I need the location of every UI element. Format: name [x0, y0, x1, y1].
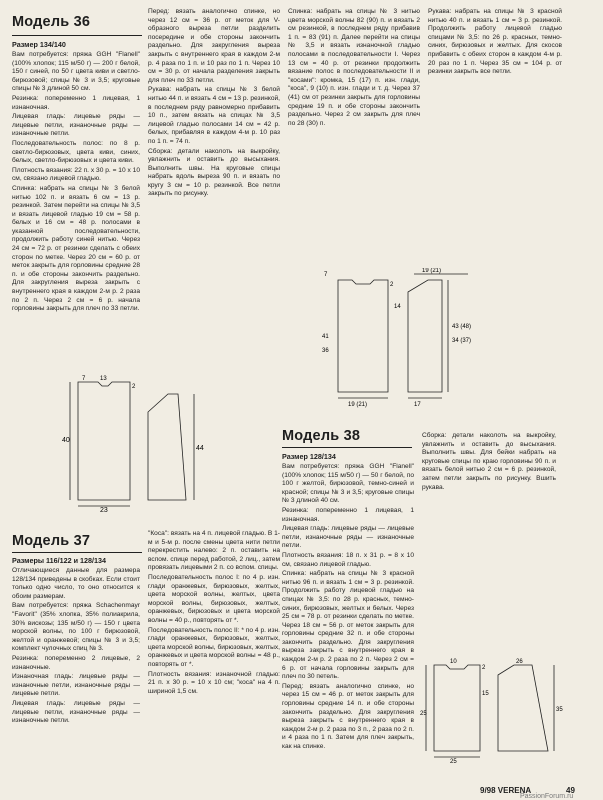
model-37-schematic-svg	[318, 268, 488, 408]
m36-front: Перед: вязать аналогично спинке, но через 12 см = 36 р. от меток для V-образного выреза петли разделить посередине и обе стороны закончить раздельно. Для закругления выреза закрыть с внутреннего края в каждом 2-м р. 4 раза по 1 п. и 10 раз по 1 п. Через 10 см = 30 р. от начала разделения закрыть для плеч по 33 петли.	[148, 8, 280, 84]
m37-h2: 36	[322, 348, 329, 354]
m38-body-shape	[434, 665, 480, 751]
model-38-schematic	[420, 655, 580, 765]
m38-h1: 25	[420, 711, 427, 717]
model-38-schematic-svg	[420, 655, 580, 765]
m37-top-measure: 7	[324, 272, 328, 278]
m36-gauge: Плотность вязания: 22 п. x 30 р. = 10 x 10 см, связано лицевой гладью.	[12, 166, 140, 183]
model-38-title: Модель 38	[282, 428, 361, 444]
m38-gauge: Плотность вязания: 18 п. x 31 р. = 8 x 10 см, связано лицевой гладью.	[282, 551, 414, 568]
m36-sleeve-shape	[148, 394, 186, 500]
m38-assembly: Сборка: детали наколоть на выкройку, увлажнить и оставить до высыхания. Выполнить швы. Для бейки набрать на круговые спицы по краю горловины 90 п. и вязать белой нитью 2 см = 6 р. резинкой, затем петли закрыть по рисунку. Вшить рукава.	[422, 432, 556, 491]
m38-stockinette: Лицевая гладь: лицевые ряды — лицевые петли, изнаночные ряды — изнаночные петли.	[282, 525, 414, 550]
model-36-schematic	[58, 372, 208, 512]
m37-stripes1: Последовательность полос I: по 4 р. изн. глади оранжевых, бирюзовых, желтых, цвета морской волны, желтых, цвета морской волны, бирюзовых, желтых, оранжевых, бирюзовых и цвета морской волны = 40 р., повторять от *.	[148, 573, 280, 624]
m36-shoulder: 7	[82, 376, 86, 382]
m37-intro: Отличающиеся данные для размера 128/134 приведены в скобках. Если стоит только одно число, то оно относится к обоим размерам.	[12, 567, 140, 600]
m38-d: 26	[516, 659, 523, 665]
m38-sleeves-top: Рукава: набрать на спицы № 3 красной нитью 40 п. и вязать 1 см = 3 р. резинкой. Продолжить работу лицевой гладью спицами № 3,5: по 26 р. красных, темно-синих, бирюзовых и желтых. Для скосов прибавить с обеих сторон в каждом 4-м р. 20 раз по 1 п. Через 35 см = 104 р. от резинки закрыть все петли.	[428, 8, 562, 76]
model-36-text-col1	[12, 40, 140, 375]
m38-front: Перед: вязать аналогично спинке, но через 15 см = 46 р. от меток закрыть для горловины средние 14 п. и обе стороны закончить раздельно. Для закругления выреза закрыть с внутреннего края в каждом 2-м р. 2 раза по 3 п., 2 раза по 2 п. и 4 раза по 1 п. Затем для плеч закрыть, как на спинке.	[282, 682, 414, 750]
m37-rib: Резинка: попеременно 2 лицевые, 2 изнаночные.	[12, 654, 140, 671]
m36-assembly: Сборка: детали наколоть на выкройку, увлажнить и оставить до высыхания. Выполнить швы. На круговые спицы набрать вдоль выреза 90 п. и вязать по кругу 3 см = 10 р. резинкой. Все петли закрыть по рисунку.	[148, 147, 280, 198]
m38-b: 15	[482, 691, 489, 697]
model-36-text-col2	[148, 8, 280, 370]
model-36-schematic-svg	[58, 372, 208, 512]
m37-materials: Вам потребуется: пряжа Schachenmayr "Favorit" (35% хлопка, 35% полиакрила, 30% вискозы; 135 м/50 г) — 150 г цвета морской волны, по 100 г бирюзовой, желтой и оранжевой; спицы № 3 и 3,5; комплект чулочных спиц № 3.	[12, 602, 140, 653]
model-36-text-col4	[428, 8, 562, 270]
model-37-title: Модель 37	[12, 533, 91, 549]
m38-a: 2	[482, 665, 486, 671]
model-38-size: Размер 128/134	[282, 452, 336, 461]
m36-stockinette: Лицевая гладь: лицевые ряды — лицевые петли, изнаночные ряды — изнаночные петли.	[12, 113, 140, 138]
m36-sleeve-height: 44	[196, 445, 204, 452]
model-38-title-rule	[282, 447, 412, 448]
m38-h2: 35	[556, 707, 563, 713]
model-37-text-col2	[148, 530, 280, 788]
m38-materials: Вам потребуется: пряжа GGH "Flanell" (100% хлопок; 115 м/50 г) — 50 г белой, по 100 г желтой, бирюзовой, темно-синей и красной; спицы № 3 и 3,5; круговые спицы № 3 длиной 40 см.	[282, 463, 414, 505]
m36-width: 23	[100, 507, 108, 512]
m36-rib: Резинка: попеременно 1 лицевая, 1 изнаночная.	[12, 94, 140, 111]
m38-sleeve-shape	[498, 665, 548, 751]
m37-width-measure: 19 (21)	[348, 402, 368, 408]
m37-sleeve-top: 14	[394, 304, 401, 310]
m37-small: 2	[390, 282, 394, 288]
m37-stockinette: Лицевая гладь: лицевые ряды — лицевые петли, изнаночные ряды — изнаночные петли.	[12, 699, 140, 725]
m38-rib: Резинка: попеременно 1 лицевая, 1 изнаночная.	[282, 506, 414, 523]
model-37-text-col1	[12, 556, 140, 786]
m36-materials: Вам потребуется: пряжа GGH "Flanell" (100% хлопок; 115 м/50 г) — 200 г белой, 150 г синей, по 50 г цвета киви и светло-бирюзовой; спицы № 3 и 3,5; круговые спицы № 3 длиной 50 см.	[12, 51, 140, 93]
watermark: PassionForum.ru	[520, 793, 574, 800]
m37-h1: 41	[322, 334, 329, 340]
m37-h4: 34 (37)	[452, 338, 472, 344]
m36-body-shape	[78, 382, 130, 500]
m36-left-height: 40	[62, 437, 70, 444]
model-37-title-rule	[12, 552, 142, 553]
model-38-text-col1	[282, 452, 414, 788]
model-36-size: Размер 134/140	[12, 40, 66, 49]
model-38-text-col2	[422, 432, 556, 652]
m37-body-shape	[338, 280, 388, 392]
m36-stripes: Последовательность полос: по 8 р. светло-бирюзовых, цвета киви, синих, белых, светло-бирюзовых и цвета киви.	[12, 139, 140, 165]
m37-top2-measure: 19 (21)	[422, 268, 442, 274]
m38-w: 25	[450, 759, 457, 765]
m36-neck: 13	[100, 376, 107, 382]
m36-h2: 2	[132, 384, 136, 390]
m36-sleeves: Рукава: набрать на спицы № 3 белой нитью 44 п. и вязать 4 см = 13 р. резинкой, в последнем ряду равномерно прибавить 10 п., затем вязать на спицах № 3,5 лицевой гладью полосами 14 см = 42 р. белых, прибавляя в каждом 4-м р. 10 раз по 1 п. = 74 п.	[148, 86, 280, 145]
m37-reverse: Изнаночная гладь: лицевые ряды — изнаночные петли, изнаночные ряды — лицевые петли.	[12, 673, 140, 698]
m37-cable: "Коса": вязать на 4 п. лицевой гладью. В 1-м и 5-м р. после смены цвета нити петли перекрестить налево: 2 п. оставить на вспом. спице перед работой, 2 лиц., затем провязать лицевыми 2 п. со вспом. спицы.	[148, 530, 280, 572]
m36-back: Спинка: набрать на спицы № 3 белой нитью 102 п. и вязать 6 см = 13 р. резинкой. Затем перейти на спицы № 3,5 и вязать лицевой гладью 19 см = 58 р. белых и 16 см = 48 р. полосами в указанной последовательности, продолжить работу синей нитью. Через 24 см = 72 р. от резинки сделать с обеих сторон по метке. Через 20 см = 60 р. от меток закрыть для горловины средние 28 п. и обе стороны закончить раздельно. Для закругления выреза закрыть с внутреннего края в каждом 2-м р. 2 раза по 2 п. Через 2 см = 6 р. начала горловины закрыть для плеч по 33 петли.	[12, 184, 140, 313]
m38-back: Спинка: набрать на спицы № 3 красной нитью 96 п. и вязать 1 см = 3 р. резинкой. Продолжить работу лицевой гладью на спицах № 3,5: по 28 р. красных, темно-синих, бирюзовых, желтых и белых. Через 25 см = 78 р. от резинки сделать по метке. Через 18 см = 56 р. от меток закрыть для горловины средние 32 п. и обе стороны закончить раздельно. Для закругления выреза закрыть с внутреннего края в каждом 2-м р. 2 раза по 2 п. Через 2 см = 6 р. от начала горловины закрыть для плеч по 30 петель.	[282, 570, 414, 681]
m37-h3: 43 (48)	[452, 324, 472, 330]
model-37-text-col-top	[288, 8, 420, 270]
model-36-title: Модель 36	[12, 14, 91, 30]
footer-page-number: 49	[566, 786, 575, 795]
m37-sleeve-w: 17	[414, 402, 421, 408]
m37-sleeve-shape	[408, 280, 442, 392]
m37-stripes2: Последовательность полос II: * по 4 р. изн. глади оранжевых, бирюзовых, желтых, цвета морской волны, бирюзовых, желтых, оранжевых и цвета морской волны = 48 р., повторять от *.	[148, 626, 280, 668]
model-36-title-rule	[12, 35, 142, 36]
m38-c: 10	[450, 659, 457, 665]
model-37-schematic	[318, 268, 488, 408]
model-37-size: Размеры 116/122 и 128/134	[12, 556, 106, 565]
m37-gauge: Плотность вязания: изнаночной гладью: 21 п. x 30 р. = 10 x 10 см; "коса" на 4 п. шириной 1,5 см.	[148, 670, 280, 695]
m37-back-continued: Спинка: набрать на спицы № 3 нитью цвета морской волны 82 (90) п. и вязать 2 см резинкой, в последнем ряду прибавив 1 п. = 83 (91) п. Далее перейти на спицы № 3,5 и вязать изнаночной гладью полосами в последовательности I. Через 13 см = 40 р. от резинки продолжить вязание полос в последовательности II и "косами": кромка, 15 (17) п. изн. глади, "коса", 9 (10) п. изн. глади и т. д. Через 37 (41) см от резинки закрыть для горловины средние 19 п. и обе стороны закончить раздельно. Через 2 см закрыть для плеч по 28 (30) п.	[288, 8, 420, 127]
footer-magazine: 9/98 VERENA	[480, 786, 532, 795]
